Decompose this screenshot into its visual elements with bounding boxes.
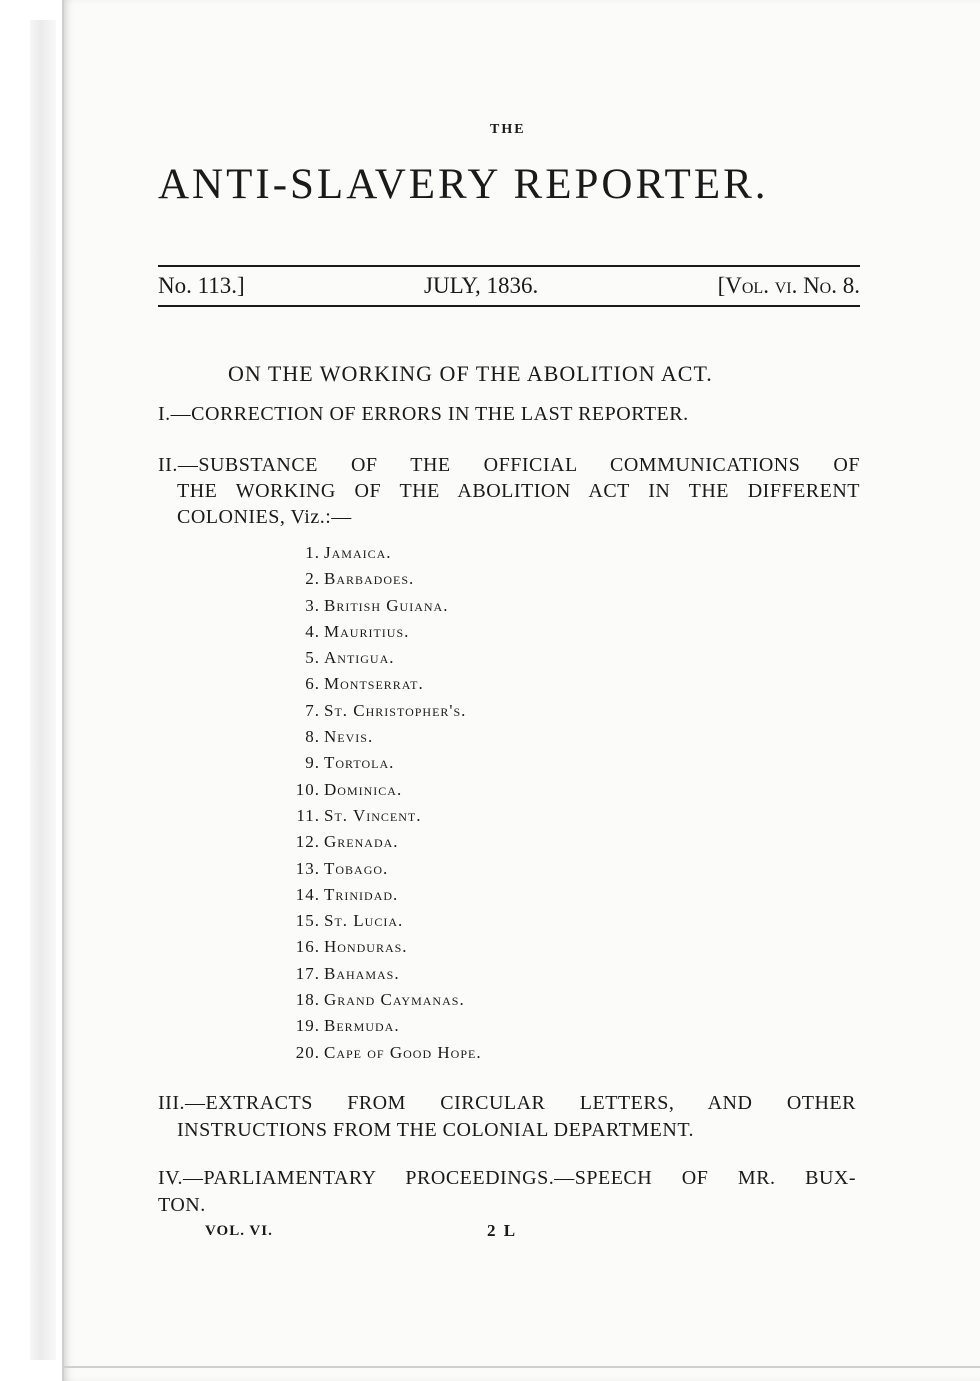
section-2-line: II.—SUBSTANCE OF THE OFFICIAL COMMUNICATIONS OF [158, 454, 860, 476]
section-4-line: IV.—PARLIAMENTARY PROCEEDINGS.—SPEECH OF MR. BUX- [158, 1167, 856, 1189]
section-4 [158, 1165, 856, 1219]
colony-item [270, 698, 482, 724]
colony-number: 7. [305, 700, 320, 720]
colony-item [270, 645, 482, 671]
colony-item [270, 777, 482, 803]
colony-name: Antigua. [324, 648, 395, 668]
issue-number: No. 113.] [158, 273, 245, 298]
masthead-title: ANTI-SLAVERY REPORTER. [158, 161, 769, 208]
colony-number: 17. [295, 963, 320, 983]
colony-number: 15. [295, 911, 320, 931]
colony-name: Mauritius. [324, 621, 410, 641]
issue-rule-bottom [158, 305, 860, 307]
issue-volume: [Vol. vi. No. 8. [717, 273, 860, 298]
issue-date: JULY, 1836. [424, 273, 539, 298]
colony-item [270, 566, 482, 592]
colony-item [270, 829, 482, 855]
colony-number: 20. [295, 1042, 320, 1062]
masthead-the: THE [490, 122, 526, 137]
colony-number: 16. [295, 937, 320, 957]
colony-item [270, 671, 482, 697]
section-2-line: THE WORKING OF THE ABOLITION ACT IN THE DIFFERENT [177, 480, 860, 502]
colony-number: 5. [305, 648, 320, 668]
colony-name: Jamaica. [324, 543, 392, 562]
issue-rule-top [158, 265, 860, 267]
colony-number: 12. [295, 832, 320, 852]
colony-name: Dominica. [324, 779, 403, 799]
footer-volume: VOL. VI. [205, 1223, 273, 1239]
colony-name: Grand Caymanas. [324, 990, 465, 1010]
section-4-line: TON. [158, 1194, 206, 1216]
colony-item [270, 961, 482, 987]
colony-number: 19. [295, 1016, 320, 1036]
colony-name: Nevis. [324, 727, 374, 747]
colony-name: Bahamas. [324, 963, 400, 983]
colony-item [270, 882, 482, 908]
contents-heading: ON THE WORKING OF THE ABOLITION ACT. [228, 361, 713, 386]
colony-name: St. Vincent. [324, 805, 422, 825]
colony-number: 3. [305, 595, 320, 615]
colony-item [270, 1040, 482, 1066]
colony-number: 11. [296, 805, 320, 825]
colony-name: Cape of Good Hope. [324, 1042, 482, 1062]
colony-number: 4. [305, 621, 320, 641]
colony-number: 9. [305, 753, 320, 773]
section-3-line: III.—EXTRACTS FROM CIRCULAR LETTERS, AND OTHER [158, 1092, 856, 1114]
colony-number: 13. [295, 858, 320, 878]
colony-number: 6. [305, 674, 320, 694]
colony-name: Trinidad. [324, 884, 399, 904]
colony-item [270, 619, 482, 645]
colony-item [270, 908, 482, 934]
section-1: I.—CORRECTION OF ERRORS IN THE LAST REPORTER. [158, 403, 689, 425]
colony-number: 18. [295, 990, 320, 1010]
colony-name: Bermuda. [324, 1016, 400, 1036]
colony-number: 14. [295, 884, 320, 904]
section-2 [158, 452, 860, 530]
colony-name: St. Lucia. [324, 911, 404, 931]
colony-item [270, 593, 482, 619]
colony-item [270, 803, 482, 829]
section-3-line: INSTRUCTIONS FROM THE COLONIAL DEPARTMENT. [177, 1119, 695, 1141]
colony-item [270, 1013, 482, 1039]
colony-name: Montserrat. [324, 674, 424, 694]
colony-list [270, 540, 482, 1066]
issue-line [158, 273, 860, 299]
colony-name: Honduras. [324, 937, 408, 957]
colony-number: 8. [305, 727, 320, 747]
colony-name: Grenada. [324, 832, 399, 852]
section-3 [158, 1090, 856, 1144]
page-bottom-edge [62, 1366, 980, 1368]
colony-item [270, 856, 482, 882]
colony-number: 1. [305, 543, 320, 562]
colony-name: St. Christopher's. [324, 700, 467, 720]
colony-item [270, 987, 482, 1013]
scan-edge [30, 20, 56, 1360]
colony-item [270, 934, 482, 960]
colony-name: Barbadoes. [324, 569, 415, 589]
colony-number: 2. [305, 569, 320, 589]
colony-name: Tobago. [324, 858, 389, 878]
colony-name: British Guiana. [324, 595, 449, 615]
colony-item [270, 540, 482, 566]
colony-number: 10. [295, 779, 320, 799]
colony-name: Tortola. [324, 753, 395, 773]
colony-item [270, 724, 482, 750]
footer-signature: 2 L [487, 1221, 518, 1240]
section-2-line: COLONIES, Viz.:— [177, 506, 352, 528]
colony-item [270, 750, 482, 776]
